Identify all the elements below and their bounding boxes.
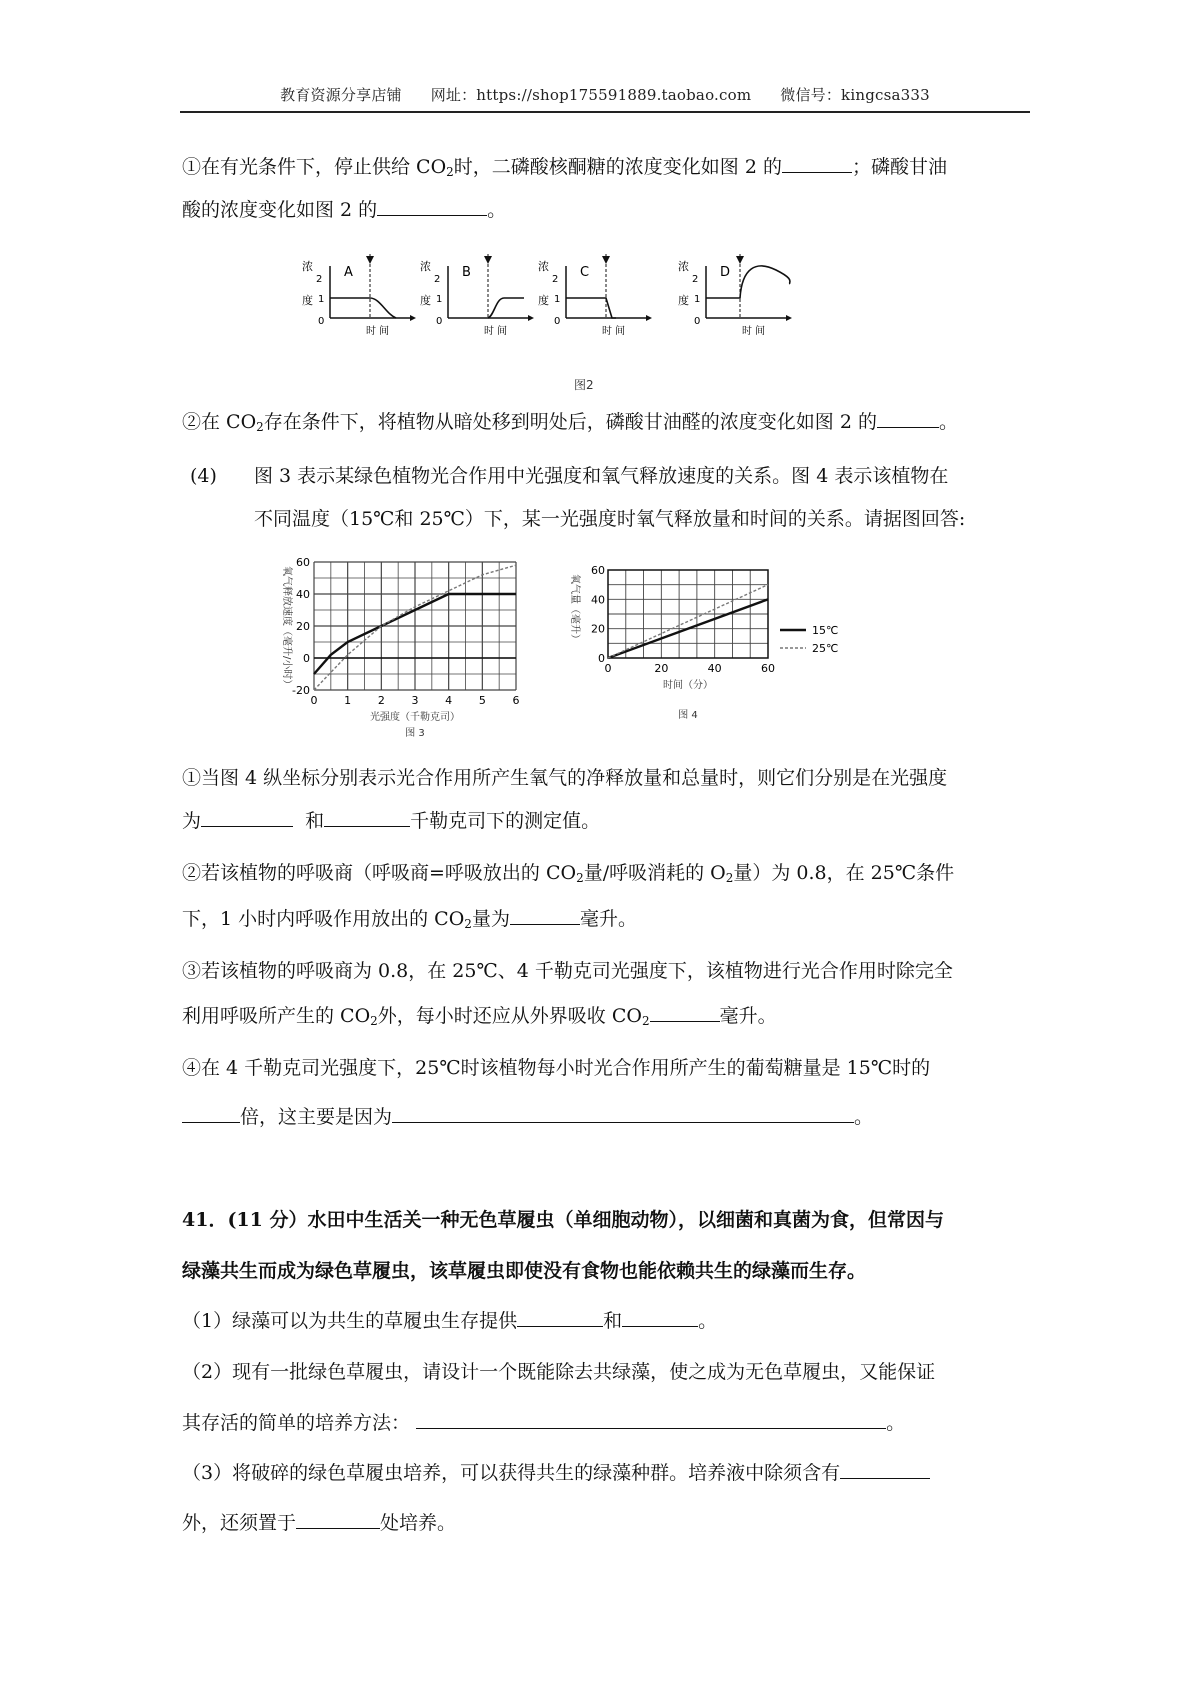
x-tick-label: 4: [445, 694, 453, 707]
answer-blank[interactable]: [650, 999, 720, 1022]
x-tick-label: 20: [654, 662, 669, 675]
answer-blank[interactable]: [377, 193, 487, 216]
tick-0: 0: [318, 316, 325, 327]
x-label: 时 间: [602, 326, 626, 337]
answer-blank[interactable]: [517, 1304, 603, 1327]
event-arrow: [736, 256, 744, 264]
tick-0: 0: [694, 316, 701, 327]
header-shop: 教育资源分享店铺: [280, 86, 402, 104]
x-tick-label: 5: [478, 694, 486, 707]
concentration-curve: [706, 266, 790, 298]
q41-intro-line1: 41．(11 分）水田中生活关一种无色草履虫（单细胞动物），以细菌和真菌为食，但常因与: [182, 1209, 944, 1231]
panel-label: B: [462, 265, 471, 280]
q41-3-line2: 外，还须置于 处培养。: [182, 1502, 1028, 1545]
figure-2-panel-b: [420, 254, 534, 337]
header-url: 网址：https://shop175591889.taobao.com: [430, 86, 752, 104]
y-tick-label: 40: [296, 588, 310, 601]
q4-2-line1: ②若该植物的呼吸商（呼吸商=呼吸放出的 $CO_2$量/呼吸消耗的 $O_2$量）为 0.8，在 25℃条件: [182, 862, 955, 885]
event-arrow: [602, 256, 610, 264]
concentration-curve: [330, 298, 396, 318]
series-line-25℃: [608, 585, 768, 658]
x-axis-arrow: [410, 315, 416, 321]
q4-3-line2: 利用呼吸所产生的 $CO_2$外，每小时还应从外界吸收 $CO_2$ 毫升。: [182, 995, 1028, 1043]
q41-intro-line2: 绿藻共生而成为绿色草履虫，该草履虫即使没有食物也能依赖共生的绿藻而生存。: [182, 1260, 867, 1282]
y-label-top: 浓: [420, 260, 431, 273]
answer-blank[interactable]: [182, 1100, 240, 1123]
q41-1-line: （1）绿藻可以为共生的草履虫生存提供 和 。: [182, 1300, 1028, 1343]
y-axis-label: 氧气释放速度（毫升/小时）: [281, 566, 292, 690]
x-axis-arrow: [646, 315, 652, 321]
legend-label-25℃: 25℃: [812, 642, 839, 655]
header-divider: [180, 111, 1030, 113]
q4-intro-line2: 不同温度（15℃和 25℃）下，某一光强度时氧气释放量和时间的关系。请据图回答:: [254, 508, 966, 530]
q4-1-line1: ①当图 4 纵坐标分别表示光合作用所产生氧气的净释放量和总量时，则它们分别是在光强度: [182, 767, 948, 789]
x-label: 时 间: [742, 326, 766, 337]
y-tick-label: 20: [591, 622, 605, 636]
x-axis-label: 时间（分）: [663, 680, 713, 691]
q41-3-line1: （3）将破碎的绿色草履虫培养，可以获得共生的绿藻种群。培养液中除须含有: [182, 1452, 1028, 1495]
tick-2: 2: [316, 274, 323, 285]
q41-2-line1: （2）现有一批绿色草履虫，请设计一个既能除去共绿藻，使之成为无色草履虫，又能保证: [182, 1361, 936, 1383]
figure-2-panel-c: [538, 254, 652, 337]
y-label-top: 浓: [678, 260, 689, 273]
q4-3-line1: ③若该植物的呼吸商为 0.8，在 25℃、4 千勒克司光强度下，该植物进行光合作用时除完全: [182, 960, 953, 982]
x-label: 时 间: [366, 326, 390, 337]
panel-label: C: [580, 265, 590, 280]
y-tick-label: 0: [598, 652, 605, 665]
tick-0: 0: [436, 316, 443, 327]
figure-2: [300, 236, 900, 396]
tick-1: 1: [436, 294, 443, 305]
tick-2: 2: [552, 274, 559, 285]
answer-blank[interactable]: [877, 405, 939, 428]
figure-2-panel-a: [302, 254, 416, 337]
panel-label: D: [720, 265, 731, 280]
answer-blank[interactable]: [324, 804, 410, 827]
q4-1-line2: 为 和 千勒克司下的测定值。: [182, 800, 1028, 843]
panel-label: A: [344, 265, 353, 280]
q3-2-line: ②在 $CO_2$存在条件下，将植物从暗处移到明处后，磷酸甘油醛的浓度变化如图 2 的 。: [182, 401, 1028, 449]
y-tick-label: 20: [296, 620, 310, 633]
q3-1-line2: 酸的浓度变化如图 2 的 。: [182, 189, 1028, 232]
figure-4-caption: 图 4: [678, 710, 698, 721]
x-tick-label: 40: [707, 662, 722, 675]
tick-1: 1: [694, 294, 701, 305]
answer-blank[interactable]: [416, 1406, 886, 1429]
tick-1: 1: [318, 294, 325, 305]
tick-0: 0: [554, 316, 561, 327]
x-tick-label: 0: [310, 694, 318, 707]
x-tick-label: 3: [411, 694, 419, 707]
x-tick-label: 1: [344, 694, 352, 707]
x-label: 时 间: [484, 326, 508, 337]
legend-label-15℃: 15℃: [812, 624, 839, 637]
header-wechat: 微信号：kingcsa333: [780, 86, 930, 104]
y-label-bottom: 度: [420, 294, 431, 307]
y-axis-label: 氧气量（毫升）: [569, 574, 580, 644]
figure-3-caption: 图 3: [405, 728, 425, 739]
q4-4-line2: 倍，这主要是因为 。: [182, 1096, 1028, 1139]
event-arrow: [484, 256, 492, 264]
y-tick-label: 60: [296, 556, 310, 569]
x-axis-arrow: [528, 315, 534, 321]
figure-3-chart: [281, 552, 578, 740]
answer-blank[interactable]: [510, 902, 580, 925]
figure-2-caption: 图2: [574, 378, 594, 392]
x-axis-arrow: [786, 315, 792, 321]
q4-intro-line1: (4) 图 3 表示某绿色植物光合作用中光强度和氧气释放速度的关系。图 4 表示该植物在: [190, 455, 1028, 498]
x-axis-label: 光强度（千勒克司）: [370, 712, 460, 723]
figure-4-chart: [569, 562, 914, 740]
y-label-bottom: 度: [678, 294, 689, 307]
tick-2: 2: [434, 274, 441, 285]
y-label-top: 浓: [302, 260, 313, 273]
answer-blank[interactable]: [296, 1506, 380, 1529]
q41-2-line2: 其存活的简单的培养方法： 。: [182, 1402, 1028, 1445]
concentration-curve: [566, 298, 616, 318]
y-tick-label: 40: [591, 593, 605, 607]
y-label-bottom: 度: [302, 294, 313, 307]
y-tick-label: -20: [292, 684, 310, 697]
concentration-curve: [488, 298, 524, 318]
x-tick-label: 60: [761, 662, 775, 675]
x-tick-label: 2: [377, 694, 385, 707]
answer-blank[interactable]: [201, 804, 293, 827]
y-label-top: 浓: [538, 260, 549, 273]
y-label-bottom: 度: [538, 294, 549, 307]
page-header: [180, 84, 1030, 105]
x-tick-label: 6: [512, 694, 520, 707]
q3-1-line1: ①在有光条件下，停止供给 $CO_2$时，二磷酸核酮糖的浓度变化如图 2 的 ；磷酸甘油: [182, 146, 1028, 194]
event-arrow: [366, 256, 374, 264]
figure-2-panel-d: [678, 254, 792, 337]
y-tick-label: 0: [303, 652, 310, 665]
answer-blank[interactable]: [782, 150, 852, 173]
answer-blank[interactable]: [622, 1304, 698, 1327]
y-tick-label: 60: [591, 564, 605, 577]
x-tick-label: 0: [604, 662, 612, 675]
tick-2: 2: [692, 274, 699, 285]
q4-number: (4): [190, 465, 217, 487]
q4-4-line1: ④在 4 千勒克司光强度下，25℃时该植物每小时光合作用所产生的葡萄糖量是 15℃时的: [182, 1057, 931, 1079]
tick-1: 1: [554, 294, 561, 305]
answer-blank[interactable]: [392, 1100, 854, 1123]
answer-blank[interactable]: [840, 1456, 930, 1479]
q4-2-line2: 下，1 小时内呼吸作用放出的 $CO_2$量为 毫升。: [182, 898, 1028, 946]
